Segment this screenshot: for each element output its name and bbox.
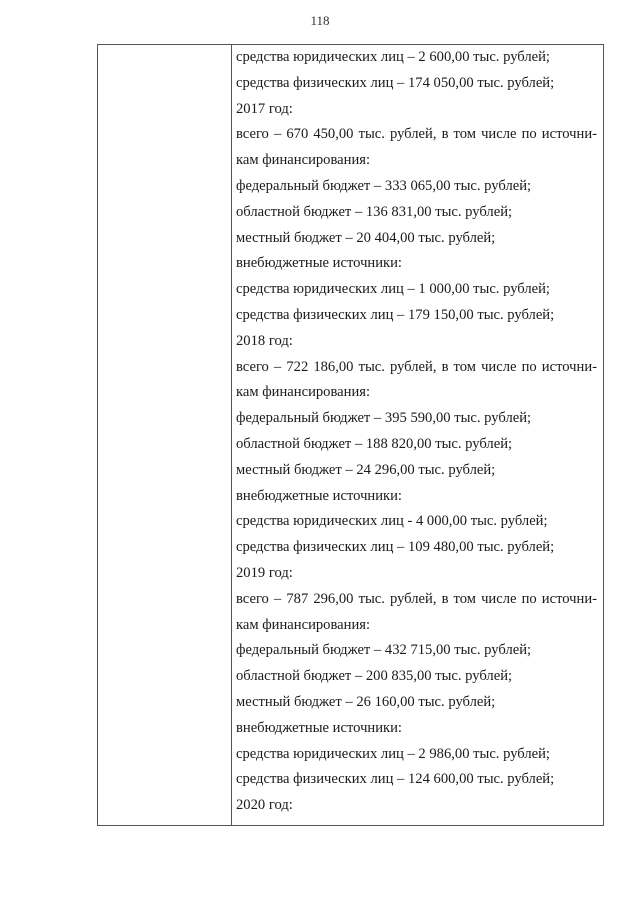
text-line: всего – 670 450,00 тыс. рублей, в том числе по источни-	[236, 126, 597, 143]
text-line: областной бюджет – 200 835,00 тыс. рублей;	[236, 668, 513, 685]
text-line: внебюджетные источники:	[236, 255, 402, 272]
text-line: кам финансирования:	[236, 384, 371, 401]
text-line: местный бюджет – 26 160,00 тыс. рублей;	[236, 693, 496, 710]
text-line: местный бюджет – 20 404,00 тыс. рублей;	[236, 229, 496, 246]
year-heading: 2018 год:	[236, 332, 293, 349]
funding-table	[97, 44, 604, 826]
text-line: внебюджетные источники:	[236, 719, 402, 736]
text-line: федеральный бюджет – 333 065,00 тыс. рублей;	[236, 177, 532, 194]
text-line: федеральный бюджет – 432 715,00 тыс. рублей;	[236, 642, 532, 659]
text-line: кам финансирования:	[236, 616, 371, 633]
text-line: средства физических лиц – 174 050,00 тыс. рублей;	[236, 74, 555, 91]
text-line: всего – 787 296,00 тыс. рублей, в том числе по источни-	[236, 590, 597, 607]
text-line: всего – 722 186,00 тыс. рублей, в том числе по источни-	[236, 358, 597, 375]
text-line: средства юридических лиц - 4 000,00 тыс. рублей;	[236, 513, 548, 530]
year-heading: 2017 год:	[236, 100, 293, 117]
left-column-cell	[98, 45, 232, 825]
text-line: местный бюджет – 24 296,00 тыс. рублей;	[236, 461, 496, 478]
text-line: средства юридических лиц – 2 600,00 тыс. рублей;	[236, 49, 550, 65]
text-line: средства юридических лиц – 1 000,00 тыс. рублей;	[236, 281, 550, 298]
right-column-cell	[232, 45, 603, 825]
text-line: средства юридических лиц – 2 986,00 тыс. рублей;	[236, 745, 550, 762]
text-line: федеральный бюджет – 395 590,00 тыс. рублей;	[236, 410, 532, 427]
text-line: средства физических лиц – 179 150,00 тыс. рублей;	[236, 306, 555, 323]
text-line: областной бюджет – 188 820,00 тыс. рублей;	[236, 435, 513, 452]
text-line: средства физических лиц – 109 480,00 тыс. рублей;	[236, 539, 555, 556]
text-line: внебюджетные источники:	[236, 487, 402, 504]
year-heading: 2020 год:	[236, 797, 293, 814]
text-line: кам финансирования:	[236, 152, 371, 169]
text-line: средства физических лиц – 124 600,00 тыс. рублей;	[236, 771, 555, 788]
page-number: 118	[310, 13, 330, 28]
year-heading: 2019 год:	[236, 564, 293, 581]
text-line: областной бюджет – 136 831,00 тыс. рублей;	[236, 203, 513, 220]
